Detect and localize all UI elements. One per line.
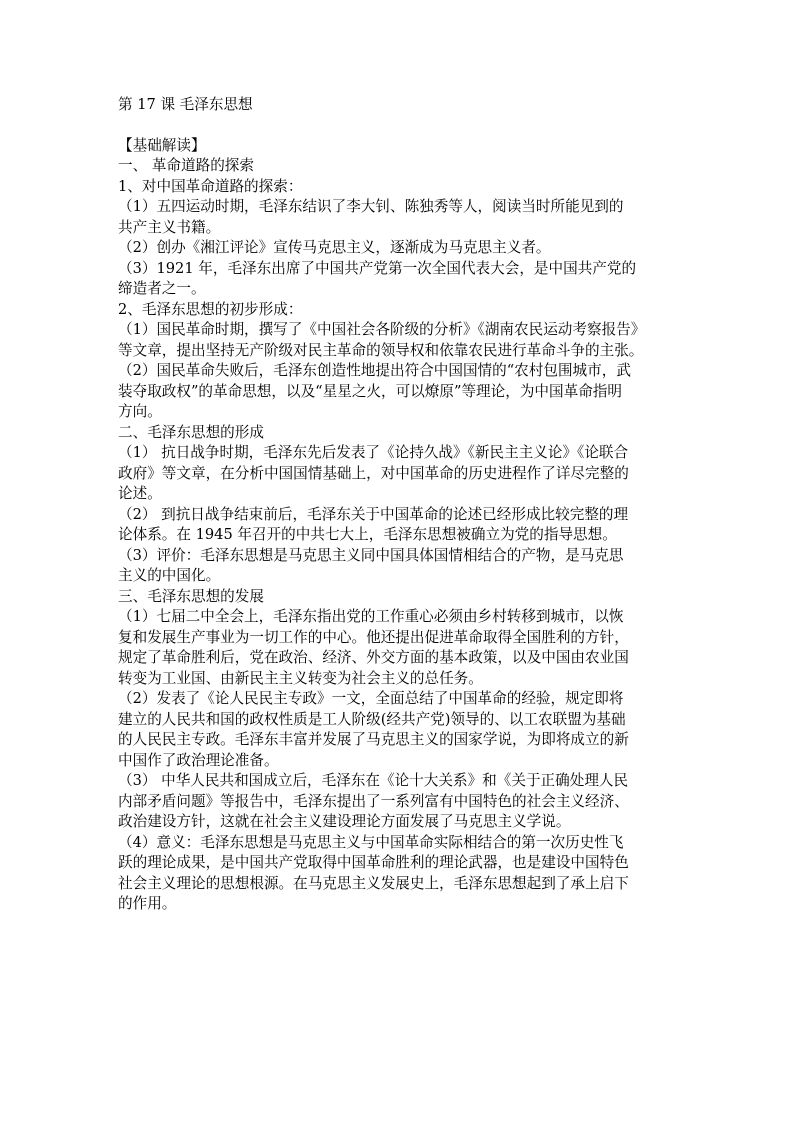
text-line: 缔造者之一。 bbox=[118, 280, 206, 297]
text-line: （3）1921 年，毛泽东出席了中国共产党第一次全国代表大会，是中国共产党的 bbox=[118, 259, 637, 277]
text-line: 论体系。在 1945 年召开的中共七大上，毛泽东思想被确立为党的指导思想。 bbox=[118, 526, 617, 543]
text-line: 装夺取政权”的革命思想，以及“星星之火，可以燎原”等理论，为中国革命指明 bbox=[118, 382, 622, 400]
text-line: 规定了革命胜利后，党在政治、经济、外交方面的基本政策，以及中国由农业国 bbox=[118, 649, 629, 666]
text-line: （1）七届二中全会上，毛泽东指出党的工作重心必须由乡村转移到城市，以恢 bbox=[118, 608, 624, 625]
text-line: 方向。 bbox=[118, 403, 162, 420]
subheading-1-2: 2、毛泽东思想的初步形成： bbox=[118, 300, 303, 318]
text-line: （1）五四运动时期，毛泽东结识了李大钊、陈独秀等人，阅读当时所能见到的 bbox=[118, 198, 624, 215]
section-heading-basic-reading: 【基础解读】 bbox=[118, 136, 206, 154]
text-line: 政治建设方针，这就在社会主义建设理论方面发展了马克思主义学说。 bbox=[118, 813, 571, 830]
text-line: （1）国民革命时期，撰写了《中国社会各阶级的分析》《湖南农民运动考察报告》 bbox=[118, 321, 646, 338]
text-line: （2） 到抗日战争结束前后，毛泽东关于中国革命的论述已经形成比较完整的理 bbox=[118, 505, 629, 523]
text-line: 复和发展生产事业为一切工作的中心。他还提出促进革命取得全国胜利的方针， bbox=[118, 628, 629, 646]
text-line: 内部矛盾问题》等报告中，毛泽东提出了一系列富有中国特色的社会主义经济、 bbox=[118, 792, 629, 810]
text-line: （1） 抗日战争时期，毛泽东先后发表了《论持久战》《新民主主义论》《论联合 bbox=[118, 444, 629, 461]
text-line: （2）发表了《论人民民主专政》一文，全面总结了中国革命的经验，规定即将 bbox=[118, 690, 624, 707]
lesson-title: 第 17 课 毛泽东思想 bbox=[118, 96, 253, 113]
text-line: 社会主义理论的思想根源。在马克思主义发展史上，毛泽东思想起到了承上启下 bbox=[118, 874, 629, 892]
text-line: 共产主义书籍。 bbox=[118, 218, 221, 236]
section-heading-2: 二、毛泽东思想的形成 bbox=[118, 423, 264, 441]
text-line: （4）意义：毛泽东思想是马克思主义与中国革命实际相结合的第一次历史性飞 bbox=[118, 833, 624, 851]
text-line: （3）评价：毛泽东思想是马克思主义同中国具体国情相结合的产物，是马克思 bbox=[118, 546, 624, 564]
text-line: 论述。 bbox=[118, 485, 162, 502]
document-page bbox=[118, 95, 678, 915]
text-line: 等文章，提出坚持无产阶级对民主革命的领导权和依靠农民进行革命斗争的主张。 bbox=[118, 341, 644, 359]
text-line: 的人民民主专政。毛泽东丰富并发展了马克思主义的国家学说，为即将成立的新 bbox=[118, 731, 629, 748]
text-line: 的作用。 bbox=[118, 895, 177, 912]
document-body bbox=[118, 136, 678, 915]
text-line: 政府》等文章，在分析中国国情基础上，对中国革命的历史进程作了详尽完整的 bbox=[118, 464, 629, 482]
text-line: 转变为工业国、由新民主主义转变为社会主义的总任务。 bbox=[118, 669, 483, 687]
text-line: （2）国民革命失败后，毛泽东创造性地提出符合中国国情的“农村包围城市，武 bbox=[118, 362, 631, 379]
text-line: 中国作了政治理论准备。 bbox=[118, 751, 279, 769]
subheading-1-1: 1、对中国革命道路的探索： bbox=[118, 177, 303, 195]
section-heading-1: 一、 革命道路的探索 bbox=[118, 157, 254, 174]
section-heading-3: 三、毛泽东思想的发展 bbox=[118, 587, 264, 605]
text-line: 建立的人民共和国的政权性质是工人阶级(经共产党)领导的、以工农联盟为基础 bbox=[118, 710, 626, 728]
text-line: （2）创办《湘江评论》宣传马克思主义，逐渐成为马克思主义者。 bbox=[118, 239, 551, 256]
text-line: 主义的中国化。 bbox=[118, 567, 221, 584]
text-line: （3） 中华人民共和国成立后，毛泽东在《论十大关系》和《关于正确处理人民 bbox=[118, 772, 629, 789]
text-line: 跃的理论成果，是中国共产党取得中国革命胜利的理论武器，也是建设中国特色 bbox=[118, 854, 629, 871]
